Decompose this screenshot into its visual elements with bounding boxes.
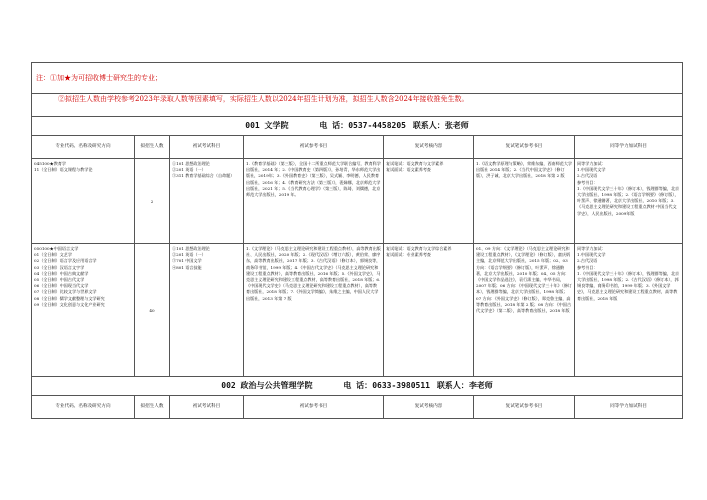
note-row-2	[32, 94, 683, 117]
table-row	[32, 244, 683, 377]
college-header-2	[32, 377, 683, 396]
admissions-table	[31, 62, 682, 476]
major-cell: 045100★教育学 11（全日制）语文课程与教学论	[32, 159, 135, 244]
note-1: 注：①加★为可招收博士研究生的专业；	[32, 63, 683, 94]
header-major: 专业代码、名称及研究方向	[32, 136, 135, 159]
header-books: 初试参考书目	[244, 396, 384, 419]
header-major: 专业代码、名称及研究方向	[32, 396, 135, 419]
phone-label: 电 话：	[343, 380, 373, 390]
phone-label: 电 话：	[319, 120, 349, 130]
extra-cell: 同等学力加试： 1.中国现代文学 2.古代汉语 参考书目： 1.《中国现代文学三十年》（修订本），钱理群等编，北京大学出版社，1998 年版；2.《古代汉语》（修订本），郭锡良等编，商务印书馆，1999 年版；3.《外国文学史》，马克思主义理论研究和建设工程重点教材，高等教育出版社，2018 年版	[575, 244, 683, 377]
college-header-1	[32, 117, 683, 136]
header-retest: 复试考核内容	[384, 396, 474, 419]
major-cell: 050100★中国语言文学 01（全日制）文艺学 02（全日制）语言学及应用语言学 03（全日制）汉语言文字学 04（全日制）中国古典文献学 05（全日制）中国古代文学 06（全日制）中国现当代文学 07（全日制）比较文学与世界文学 08（全日制）儒学文献整理与文学研究 09（全日制）文化创意与文化产业研究	[32, 244, 135, 377]
header-count: 拟招生人数	[135, 136, 170, 159]
exam-cell: ①101 思想政治理论 ②201 英语（一） ③311 教育学基础综合（自命题）	[170, 159, 244, 244]
header-retest-books: 复试笔试参考书目	[474, 396, 575, 419]
extra-cell: 同等学力加试： 1.中国现代文学 2.古代汉语 参考书目： 1.《中国现代文学三十年》（修订本），钱理群等编，北京大学出版社，1998 年版；2.《语言学纲要》（修订版），叶蜚声、徐通锵著，北京大学出版社，2010 年版；3.《马克思主义理论研究和建设工程重点教材·中国当代文学史》，人民出版社，2009年版	[575, 159, 683, 244]
books-cell: 1.《文学理论》（马克思主义理论研究和建设工程重点教材），高等教育出版社、人民出版社，2020 年版；2.《现代汉语》（增订六版），黄伯荣、廖序东，高等教育出版社，2017 年版；3.《古代汉语》（修订本），郭锡良等，商务印书馆，1999 年版；4.《中国古代文学史》（马克思主义理论研究和建设工程重点教材），高等教育出版社，2016 年版；5.《外国文学史》，马克思主义理论研究和建设工程重点教材，高等教育出版社，2018 年版；6.《中国现代文学史》（马克思主义理论研究和建设工程重点教材），高等教育出版社，2018 年版；7.《外国文学简编》，朱维之主编，中国人民大学出版社，2013 年第 7 版	[244, 244, 384, 377]
contact-label: 联系人：	[412, 120, 445, 130]
college-name: 001 文学院	[245, 120, 289, 130]
exam-cell: ①101 思想政治理论 ②201 英语（一） ③701 中国文学 ④801 语言技能	[170, 244, 244, 377]
books-cell: 1.《教育学基础》（第三版），全国十二所重点师范大学联合编写，教育科学出版社，2014 年；2.《中国教育史（第四版）》，孙培青，华东师范大学出版社，2019年；3.《外国教育史》（第三版），吴式颖、李明德，人民教育出版社，2016 年；4.《教育研究方法（第三版）》，裴娣娜，北京师范大学出版社，2021 年；5.《当代教育心理学》（第三版），陈琦、刘儒德，北京师范大学出版社，2019 年。	[244, 159, 384, 244]
header-books: 初试参考书目	[244, 136, 384, 159]
header-extra: 同等学力加试科目	[575, 136, 683, 159]
contact-name: 李老师	[468, 380, 493, 390]
retest-cell: 复试笔试：语文教育与文学综合素养 复试面试：专业素养考查	[384, 244, 474, 377]
note-row-1	[32, 63, 683, 94]
header-extra: 同等学力加试科目	[575, 396, 683, 419]
column-header-row-2	[32, 396, 683, 419]
retest-cell: 复试笔试：语文教育与文学素养 复试面试：语文素养考查	[384, 159, 474, 244]
phone-number: 0537-4458205	[348, 120, 406, 130]
count-cell: 40	[135, 244, 170, 377]
header-retest-books: 复试笔试参考书目	[474, 136, 575, 159]
header-retest: 复试考核内容	[384, 136, 474, 159]
count-cell: 2	[135, 159, 170, 244]
table-row	[32, 159, 683, 244]
header-count: 拟招生人数	[135, 396, 170, 419]
header-exam: 初试考试科目	[170, 136, 244, 159]
note-2: ②拟招生人数由学校参考2023年录取人数等因素填写，实际招生人数以2024年招生计划为准，拟招生人数含2024年接收推免生数。	[32, 94, 683, 117]
column-header-row-1	[32, 136, 683, 159]
phone-number: 0633-3980511	[372, 380, 430, 390]
retest-books-cell: 01、09 方向：《文学理论》（马克思主义理论研究和建设工程重点教材），《文学理论》（修订版），童庆炳主编，北京师范大学出版社，2015 年版；02、03 方向：《语言学纲要》（修订版），叶蜚声、徐通锵著，北京大学出版社，2010 年版；04、05 方向：《中国文学作品选注》，袁行霈主编，中华书局，2007 年版；06 方向：《中国现代文学三十年》（修订本），钱理群等编，北京大学出版社，1998 年版；07 方向：《外国文学史》（修订版），郑克鲁主编，高等教育出版社，2018 年第 2 版；08 方向：《中国古代文学史》（第二版），高等教育出版社，2018 年版	[474, 244, 575, 377]
college-name: 002 政治与公共管理学院	[221, 380, 313, 390]
retest-books-cell: 1.《语文教学原理与策略》，荣维东编，西南师范大学出版社 2014 年版；2.《当代中国文学史》（修订版），洪子诚，北京大学出版社，2018 年第 2 版	[474, 159, 575, 244]
header-exam: 初试考试科目	[170, 396, 244, 419]
contact-name: 张老师	[444, 120, 469, 130]
contact-label: 联系人：	[436, 380, 469, 390]
